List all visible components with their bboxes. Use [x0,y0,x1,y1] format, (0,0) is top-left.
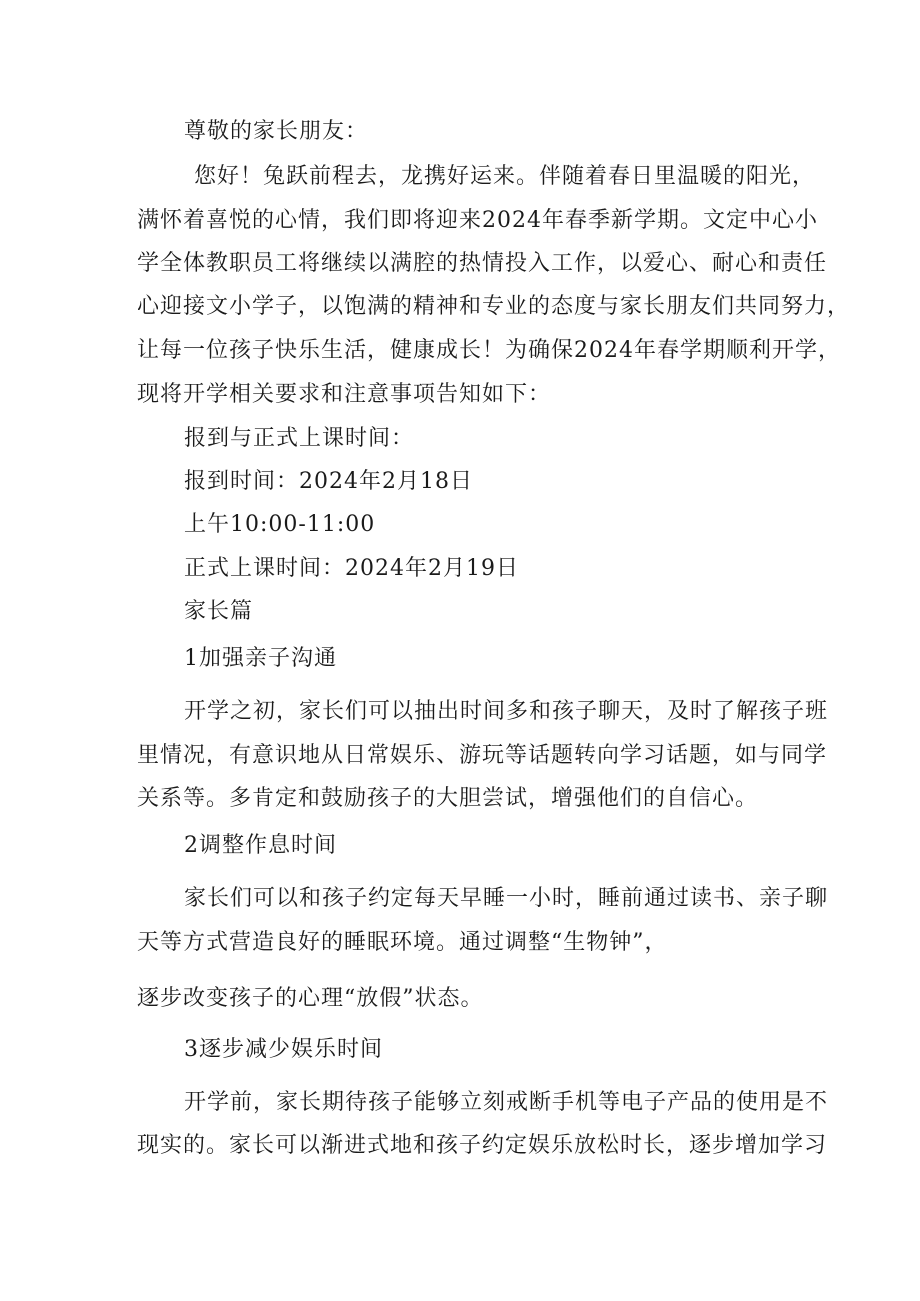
intro-line-6: 现将开学相关要求和注意事项告知如下： [137,382,552,407]
schedule-heading: 报到与正式上课时间： [184,426,415,451]
intro-line-1: 您好！兔跃前程去，龙携好运来。伴随着春日里温暖的阳光， [194,164,816,189]
item-2-title: 2调整作息时间 [184,833,337,858]
item-1-title: 1加强亲子沟通 [184,646,337,671]
class-start-date: 正式上课时间：2024年2月19日 [184,556,519,581]
item-3-line-1: 开学前，家长期待孩子能够立刻戒断手机等电子产品的使用是不 [184,1090,829,1115]
intro-line-2: 满怀着喜悦的心情，我们即将迎来2024年春季新学期。文定中心小 [137,208,818,233]
item-2-line-1: 家长们可以和孩子约定每天早睡一小时，睡前通过读书、亲子聊 [184,886,829,911]
item-3-title: 3逐步减少娱乐时间 [184,1037,383,1062]
item-3-line-2: 现实的。家长可以渐进式地和孩子约定娱乐放松时长，逐步增加学习 [137,1133,828,1158]
intro-line-3: 学全体教职员工将继续以满腔的热情投入工作，以爱心、耐心和责任 [137,251,828,276]
item-2-line-3: 逐步改变孩子的心理“放假”状态。 [137,986,484,1011]
item-1-line-2: 里情况，有意识地从日常娱乐、游玩等话题转向学习话题，如与同学 [137,743,828,768]
section-title: 家长篇 [184,599,254,624]
item-1-line-3: 关系等。多肯定和鼓励孩子的大胆尝试，增强他们的自信心。 [137,786,759,811]
item-2-line-2: 天等方式营造良好的睡眠环境。通过调整“生物钟”， [137,930,668,955]
report-time: 上午10:00-11:00 [184,512,376,537]
salutation: 尊敬的家长朋友： [184,119,369,144]
report-date: 报到时间：2024年2月18日 [184,469,473,494]
item-1-line-1: 开学之初，家长们可以抽出时间多和孩子聊天，及时了解孩子班 [184,699,829,724]
intro-line-5: 让每一位孩子快乐生活，健康成长！为确保2024年春学期顺利开学， [137,338,841,363]
intro-line-4: 心迎接文小学子，以饱满的精神和专业的态度与家长朋友们共同努力， [137,294,851,319]
